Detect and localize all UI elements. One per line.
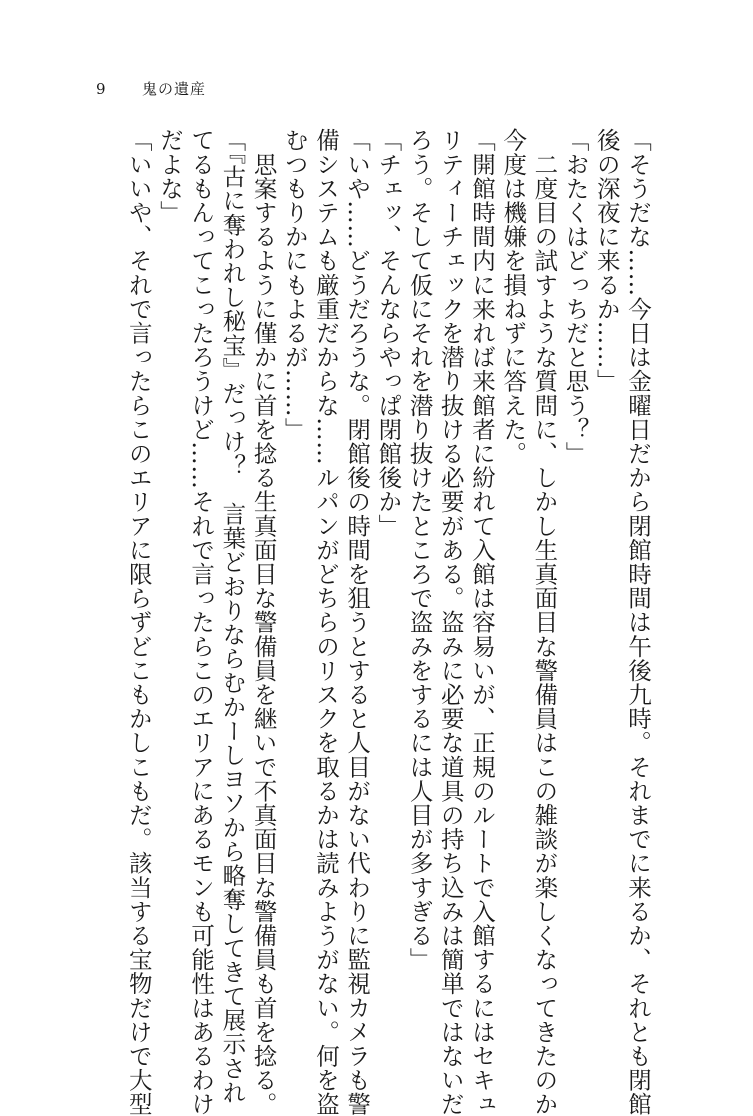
body-text (123, 128, 653, 1116)
text-line: 思案するように僅かに首を捻る生真面目な警備員を継いで不真面目な警備員も首を捻る。 (249, 128, 278, 1116)
text-line: むつもりかにもよるが……」 (280, 128, 309, 442)
page-number: 9 (96, 80, 107, 98)
text-line: 「おたくはどっちだと思う？」 (561, 128, 590, 466)
text-line: リティーチェックを潜り抜ける必要がある。盗みに必要な道具の持ち込みは簡単ではないだ (436, 128, 465, 1116)
text-line: 「いや……どうだろうな。閉館後の時間を狙うとすると人目がない代わりに監視カメラも警 (343, 128, 372, 1116)
text-line: 二度目の試すような質問に、しかし生真面目な警備員はこの雑談が楽しくなってきたのか (530, 128, 559, 1116)
text-line: 「『古に奪われし秘宝』だっけ？ 言葉どおりならむかーしヨソから略奪してきて展示され (218, 128, 247, 1105)
chapter-title: 鬼の遺産 (142, 80, 207, 98)
text-line: 「そうだな……今日は金曜日だから閉館時間は午後九時。それまでに来るか、それとも閉館 (624, 128, 652, 1116)
text-line: 「いいや、それで言ったらこのエリアに限らずどこもかしこもだ。該当する宝物だけで大型 (124, 128, 153, 1116)
text-line: てるもんってこったろうけど……それで言ったらこのエリアにあるモンも可能性はあるわけ (187, 128, 216, 1116)
text-line: 「開館時間内に来れば来館者に紛れて入館は容易いが、正規のルートで入館するにはセキュ (467, 128, 496, 1116)
text-line: 今度は機嫌を損ねずに答えた。 (499, 128, 528, 466)
text-line: 「チェッ、そんならやっぱ閉館後か」 (374, 128, 403, 538)
page-header (96, 78, 206, 99)
text-line: だよな」 (155, 128, 184, 225)
text-line: 備システムも厳重だからな……ルパンがどちらのリスクを取るかは読みようがない。何を盗 (311, 128, 340, 1116)
text-line: ろう。そして仮にそれを潜り抜けたところで盗みをするには人目が多すぎる」 (405, 128, 434, 972)
text-line: 後の深夜に来るか……」 (592, 128, 621, 394)
